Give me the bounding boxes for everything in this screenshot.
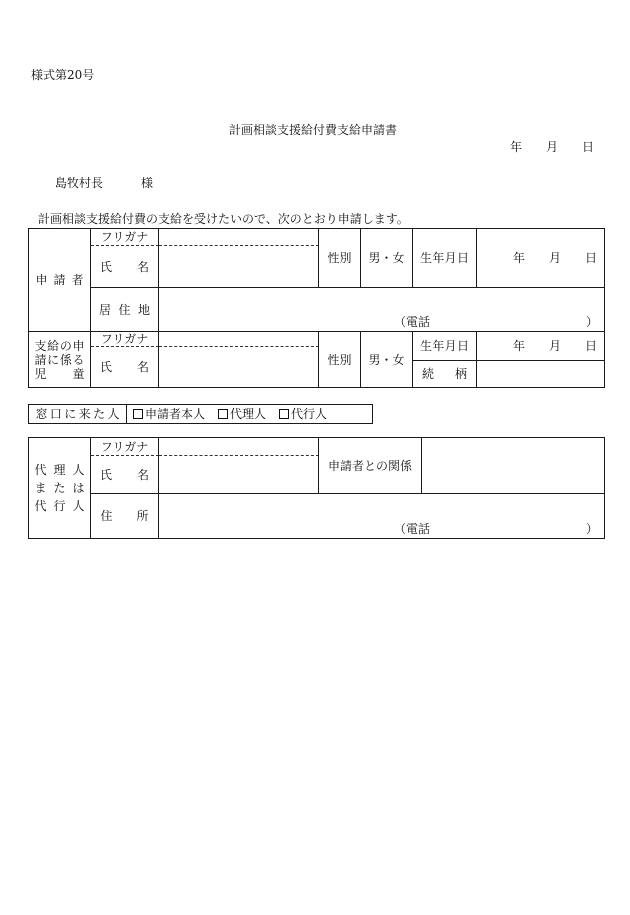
agent-furigana-label: フリガナ: [100, 439, 149, 454]
applicant-name-label: 氏 名: [100, 259, 149, 274]
agent-label-line: 代 行 人: [34, 499, 85, 513]
addressee-honorific: 様: [141, 176, 154, 190]
form-title: 計画相談支援給付費支給申請書: [228, 123, 397, 137]
proxy-checkbox[interactable]: [279, 409, 289, 419]
agent-phone-open: （電話: [394, 522, 431, 536]
intro-text: 計画相談支援給付費の支給を受けたいので、次のとおり申請します。: [38, 212, 409, 226]
applicant-furigana-field[interactable]: [159, 229, 319, 246]
agent-name-label: 氏 名: [100, 467, 149, 482]
child-birthdate-label-cell: [413, 332, 477, 361]
agent-furigana-field[interactable]: [159, 438, 319, 456]
applicant-table: [28, 228, 605, 388]
agent-name-field[interactable]: [159, 456, 319, 494]
applicant-section-cell: [29, 229, 91, 332]
option-proxy[interactable]: [279, 407, 327, 421]
child-furigana-label: フリガナ: [100, 332, 149, 346]
addressee-name: 島牧村長: [55, 176, 104, 190]
child-relationship-field[interactable]: [477, 361, 605, 388]
applicant-address-label-cell: [91, 288, 159, 332]
applicant-birthdate-label: 生 年 月 日: [420, 251, 469, 265]
applicant-gender-label-cell: [319, 229, 361, 288]
applicant-furigana-label-cell: [91, 229, 159, 246]
agent-table: [28, 437, 605, 539]
agent-section-cell: [29, 438, 91, 539]
form-number: 様式第20号: [31, 68, 95, 82]
applicant-address-field[interactable]: [159, 288, 605, 332]
applicant-gender-field[interactable]: [361, 229, 413, 288]
applicant-furigana-label: フリガナ: [100, 230, 149, 244]
applicant-phone-open: （電話: [394, 315, 431, 329]
applicant-phone-close: ）: [585, 315, 598, 329]
counter-visitor-label: 窓 口 に 来 た 人: [35, 407, 120, 421]
option-agent[interactable]: [218, 407, 266, 421]
child-name-label-cell: [91, 347, 159, 388]
option-label: 代理人: [230, 407, 267, 421]
option-applicant-self[interactable]: [133, 407, 205, 421]
child-name-label: 氏 名: [100, 360, 149, 374]
applicant-name-field[interactable]: [159, 246, 319, 288]
counter-visitor-label-cell: [29, 405, 127, 424]
agent-phone-close: ）: [585, 522, 598, 536]
child-gender-label: 性別: [327, 352, 352, 367]
applicant-section-label: 申 請 者: [35, 273, 84, 287]
child-birthdate-label: 生 年 月 日: [420, 339, 469, 353]
applicant-gender-label: 性別: [327, 251, 352, 265]
counter-visitor-options-cell: [127, 405, 373, 424]
applicant-address-label: 居 住 地: [99, 302, 150, 317]
agent-address-label: 住 所: [100, 509, 149, 523]
agent-section-label: [35, 461, 85, 515]
applicant-name-label-cell: [91, 246, 159, 288]
child-gender-field[interactable]: [361, 332, 413, 388]
child-section-label: [35, 339, 85, 381]
child-label-line: 児 童: [34, 366, 85, 381]
applicant-birthdate-label-cell: [413, 229, 477, 288]
child-name-field[interactable]: [159, 347, 319, 388]
agent-label-line: ま た は: [34, 481, 85, 495]
agent-label-line: 代 理 人: [34, 463, 85, 477]
child-section-cell: [29, 332, 91, 388]
option-label: 代行人: [291, 407, 328, 421]
agent-relation-label-cell: [319, 438, 422, 494]
agent-relation-label: 申請者との関係: [327, 458, 412, 473]
applicant-self-checkbox[interactable]: [133, 409, 143, 419]
application-date[interactable]: 年 月 日: [510, 140, 594, 154]
child-relationship-label-cell: [413, 361, 477, 388]
applicant-birthdate-field[interactable]: [477, 229, 605, 288]
agent-address-field[interactable]: [159, 494, 605, 539]
agent-relation-field[interactable]: [422, 438, 605, 494]
applicant-birthdate-format: 年 月 日: [513, 251, 597, 265]
child-label-line: 支 給 の 申: [34, 338, 85, 353]
option-label: 申請者本人: [145, 407, 206, 421]
agent-address-label-cell: [91, 494, 159, 539]
child-birthdate-field[interactable]: [477, 332, 605, 361]
child-furigana-label-cell: [91, 332, 159, 347]
child-furigana-field[interactable]: [159, 332, 319, 347]
agent-furigana-label-cell: [91, 438, 159, 456]
child-gender-options: 男・女: [368, 352, 405, 367]
counter-visitor-table: [28, 404, 373, 424]
agent-checkbox[interactable]: [218, 409, 228, 419]
child-birthdate-format: 年 月 日: [513, 339, 597, 353]
agent-name-label-cell: [91, 456, 159, 494]
child-gender-label-cell: [319, 332, 361, 388]
child-label-line: 請 に 係 る: [34, 352, 85, 367]
applicant-gender-options: 男・女: [368, 251, 405, 265]
child-relationship-label: 続 柄: [422, 367, 467, 381]
